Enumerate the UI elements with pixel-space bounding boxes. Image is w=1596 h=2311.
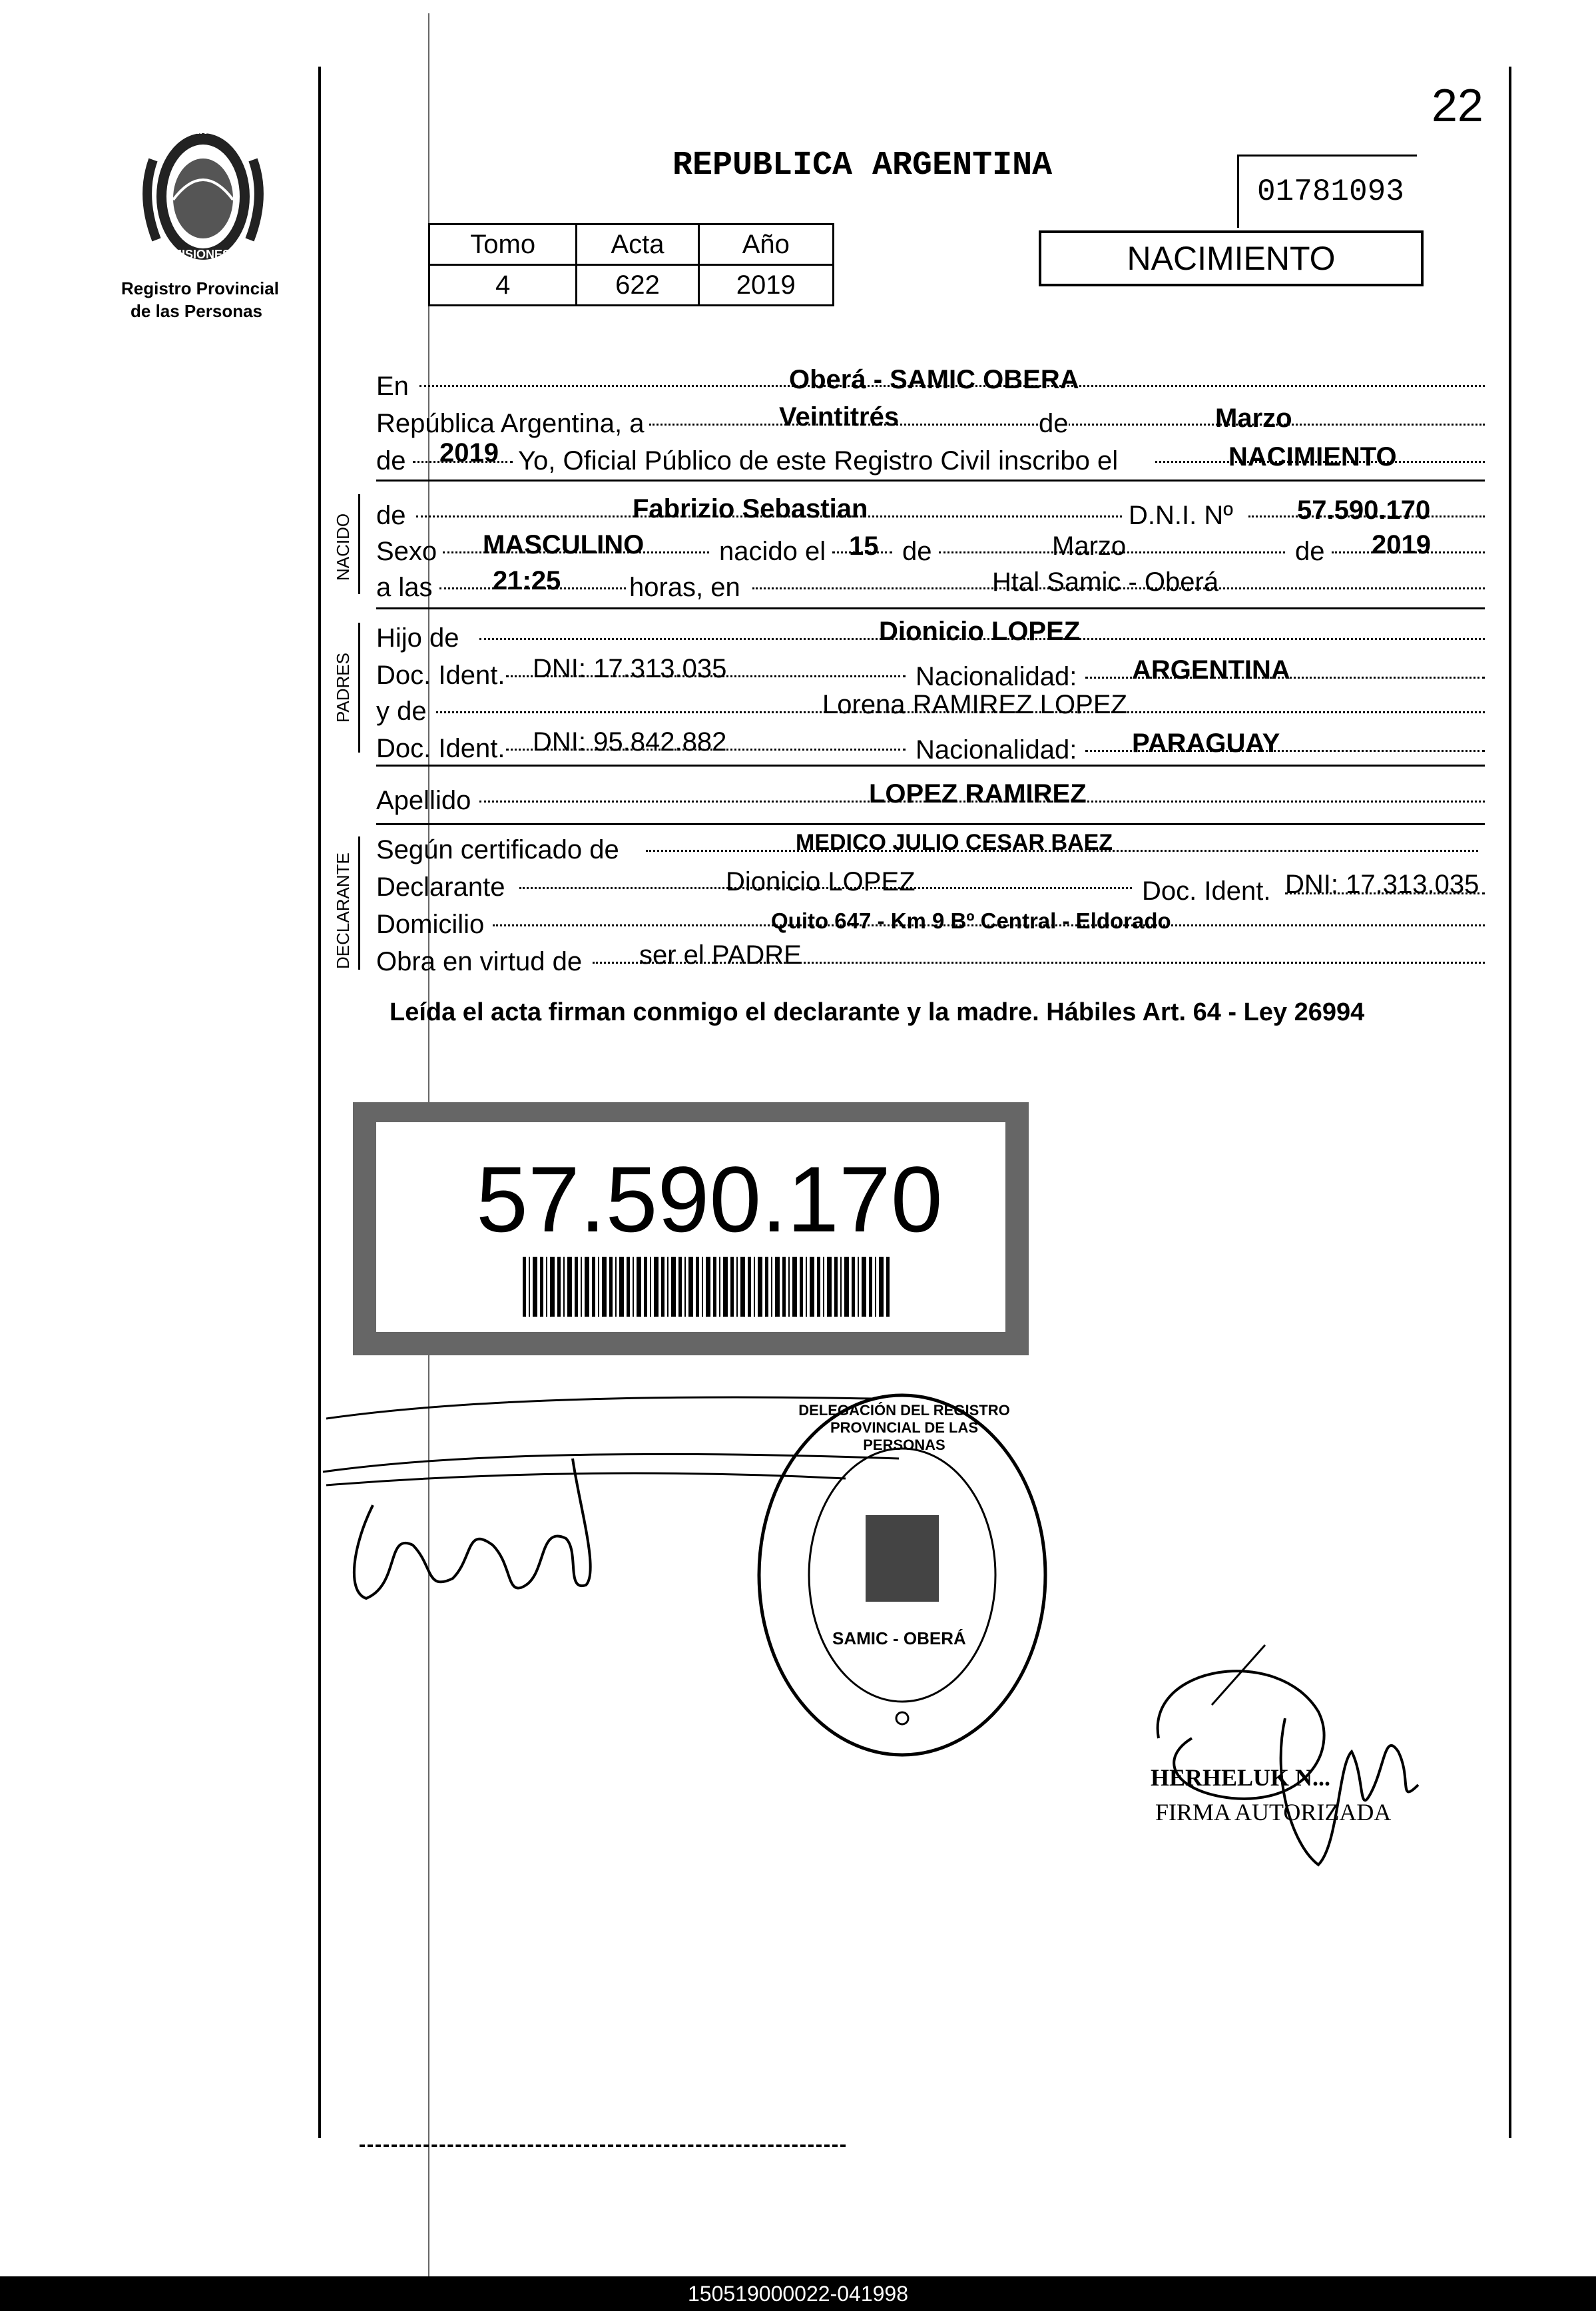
acta-header: Acta: [577, 224, 698, 265]
dni-sticker: [353, 1102, 1029, 1355]
seal-center-text: SAMIC - OBERÁ: [832, 1628, 966, 1648]
logo-top-text: PROVINCIA DE: [166, 125, 243, 137]
left-margin-line: [318, 67, 321, 2138]
mother-nat-label: Nacionalidad:: [916, 735, 1077, 765]
anio-value: 2019: [698, 265, 833, 306]
acta-value: 622: [577, 265, 698, 306]
apellido-label: Apellido: [376, 786, 471, 815]
nacido-divider: [376, 607, 1485, 609]
serial-box-top: [1237, 155, 1417, 157]
child-sex: MASCULINO: [483, 530, 645, 559]
registration-month: Marzo: [1215, 404, 1292, 433]
de-label-birth: de: [902, 537, 932, 566]
hijo-de-label: Hijo de: [376, 623, 459, 653]
footer-code: 150519000022-041998: [688, 2282, 908, 2306]
bottom-dashed-line: [360, 2145, 846, 2147]
en-label: En: [376, 372, 409, 401]
nacido-bracket: [358, 494, 360, 594]
dni-barcode: [523, 1257, 892, 1317]
apellido-value: LOPEZ RAMIREZ: [869, 779, 1087, 809]
registry-line-2: de las Personas: [131, 301, 262, 321]
day-words: Veintitrés: [779, 402, 900, 432]
mother-doc-label: Doc. Ident.: [376, 734, 505, 763]
birth-month: Marzo: [1052, 531, 1127, 561]
apellido-divider: [376, 823, 1485, 825]
footer-bar: [0, 2276, 1596, 2311]
de-label-year: de: [376, 446, 406, 476]
obra-label: Obra en virtud de: [376, 947, 583, 976]
de-label-name: de: [376, 501, 406, 530]
birth-place: Htal Samic - Oberá: [992, 567, 1219, 597]
father-doc: DNI: 17.313.035: [533, 654, 727, 683]
horas-label: horas, en: [629, 573, 740, 602]
domicilio-label: Domicilio: [376, 910, 485, 939]
serial-number: 01781093: [1257, 174, 1404, 209]
right-margin-line: [1509, 67, 1511, 2138]
cert-value: MEDICO JULIO CESAR BAEZ: [796, 830, 1113, 855]
birth-day: 15: [849, 531, 879, 561]
father-name: Dionicio LOPEZ: [879, 617, 1081, 646]
father-doc-label: Doc. Ident.: [376, 661, 505, 690]
country-title: REPUBLICA ARGENTINA: [672, 147, 1053, 184]
de-label-birth-year: de: [1295, 537, 1325, 566]
father-nat-label: Nacionalidad:: [916, 662, 1077, 691]
seal-ring-text: DELEGACIÓN DEL REGISTRO PROVINCIAL DE LAS PERSONAS: [798, 1402, 1010, 1453]
mother-doc: DNI: 95.842.882: [533, 727, 727, 757]
official-signature: [1119, 1618, 1478, 1905]
serial-box-left: [1237, 155, 1239, 228]
child-name: Fabrizio Sebastian: [633, 494, 868, 523]
child-dni: 57.590.170: [1297, 495, 1431, 525]
page-number: 22: [1432, 79, 1483, 131]
declarante-doc: DNI: 17.313.035: [1285, 870, 1479, 899]
father-nationality: ARGENTINA: [1132, 655, 1290, 685]
intro-divider: [376, 480, 1485, 482]
closing-text: Leída el acta firman conmigo el declarante y la madre. Hábiles Art. 64 - Ley 26994: [390, 998, 1365, 1026]
place: Oberá - SAMIC OBERA: [789, 365, 1079, 394]
nacido-section-label: NACIDO: [333, 513, 353, 581]
registry-line-1: Registro Provincial: [121, 278, 279, 298]
republica-label: República Argentina, a: [376, 409, 645, 438]
dni-sticker-number: 57.590.170: [476, 1147, 943, 1251]
document-type-box: [1039, 230, 1424, 286]
tomo-header: Tomo: [429, 224, 577, 265]
birth-time: 21:25: [493, 566, 561, 595]
declarante-section-label: DECLARANTE: [333, 852, 353, 969]
mother-nationality: PARAGUAY: [1132, 729, 1280, 758]
y-de-label: y de: [376, 697, 427, 726]
record-table: [428, 223, 834, 306]
declarante-name: Dionicio LOPEZ: [726, 867, 916, 896]
birth-year: 2019: [1372, 530, 1431, 559]
cert-label: Según certificado de: [376, 835, 619, 864]
padres-section-label: PADRES: [333, 653, 353, 723]
logo-bottom-text: MISIONES: [172, 248, 231, 261]
dni-label: D.N.I. Nº: [1129, 501, 1233, 530]
obra-value: ser el PADRE: [639, 940, 802, 970]
sexo-label: Sexo: [376, 537, 437, 566]
registration-year: 2019: [439, 438, 499, 468]
tomo-value: 4: [429, 265, 577, 306]
declarante-doc-label: Doc. Ident.: [1142, 876, 1271, 906]
document-type: NACIMIENTO: [1127, 240, 1336, 277]
a-las-label: a las: [376, 573, 433, 602]
event-type: NACIMIENTO: [1228, 442, 1397, 472]
de-label-intro: de: [1039, 409, 1069, 438]
domicilio-value: Quito 647 - Km 9 Bº Central - Eldorado: [771, 908, 1171, 933]
declarante-label: Declarante: [376, 872, 505, 902]
padres-divider: [376, 765, 1485, 767]
official-caption: FIRMA AUTORIZADA: [1155, 1799, 1392, 1825]
anio-header: Año: [698, 224, 833, 265]
official-name: HERHELUK N...: [1151, 1764, 1331, 1791]
dots: [1285, 892, 1485, 894]
nacido-el-label: nacido el: [719, 537, 826, 566]
official-text: Yo, Oficial Público de este Registro Civil inscribo el: [518, 446, 1119, 476]
padres-bracket: [358, 623, 360, 753]
declarante-bracket: [358, 836, 360, 970]
mother-name: Lorena RAMIREZ LOPEZ: [822, 690, 1127, 719]
